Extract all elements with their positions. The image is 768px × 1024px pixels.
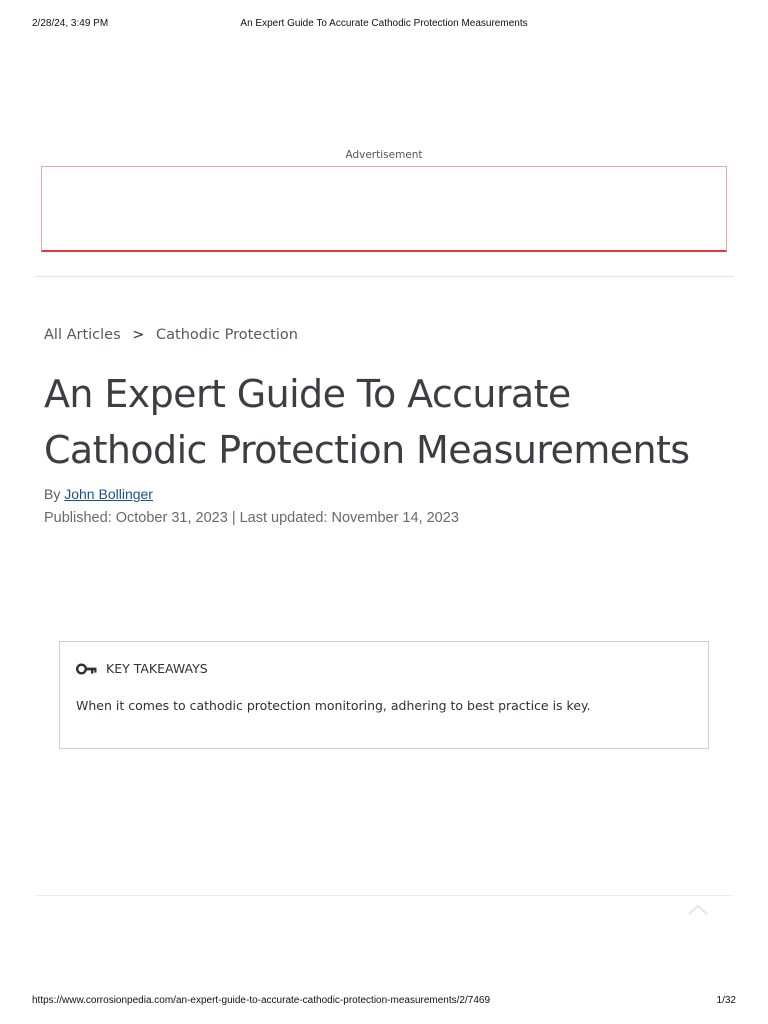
key-icon [76, 662, 98, 676]
breadcrumb [44, 327, 298, 343]
publish-dates: Published: October 31, 2023 | Last updated: November 14, 2023 [44, 510, 459, 526]
section-divider [35, 895, 734, 896]
byline-prefix: By [44, 486, 61, 502]
print-datetime: 2/28/24, 3:49 PM [32, 18, 109, 29]
print-page-number: 1/32 [716, 995, 736, 1006]
print-page-title: An Expert Guide To Accurate Cathodic Protection Measurements [240, 18, 528, 29]
breadcrumb-separator: > [132, 327, 145, 343]
print-url: https://www.corrosionpedia.com/an-expert-guide-to-accurate-cathodic-protection-measurements/2/7469 [32, 995, 491, 1006]
key-takeaways-header [76, 661, 208, 676]
author-link[interactable]: John Bollinger [64, 486, 153, 502]
header-divider [35, 276, 734, 277]
print-footer [0, 995, 768, 1009]
print-header [0, 18, 768, 32]
chevron-up-icon [687, 903, 709, 921]
breadcrumb-item-all-articles[interactable]: All Articles [44, 327, 121, 343]
advertisement-label: Advertisement [345, 149, 423, 161]
key-takeaways-box [59, 641, 709, 749]
scroll-to-top-button[interactable] [678, 897, 718, 927]
key-takeaways-text: When it comes to cathodic protection monitoring, adhering to best practice is key. [76, 698, 591, 713]
breadcrumb-item-cathodic-protection[interactable]: Cathodic Protection [156, 327, 298, 343]
advertisement-banner[interactable] [41, 166, 727, 252]
key-takeaways-heading: KEY TAKEAWAYS [106, 661, 208, 676]
page-title: An Expert Guide To Accurate Cathodic Protection Measurements [44, 372, 690, 472]
byline [44, 486, 153, 502]
